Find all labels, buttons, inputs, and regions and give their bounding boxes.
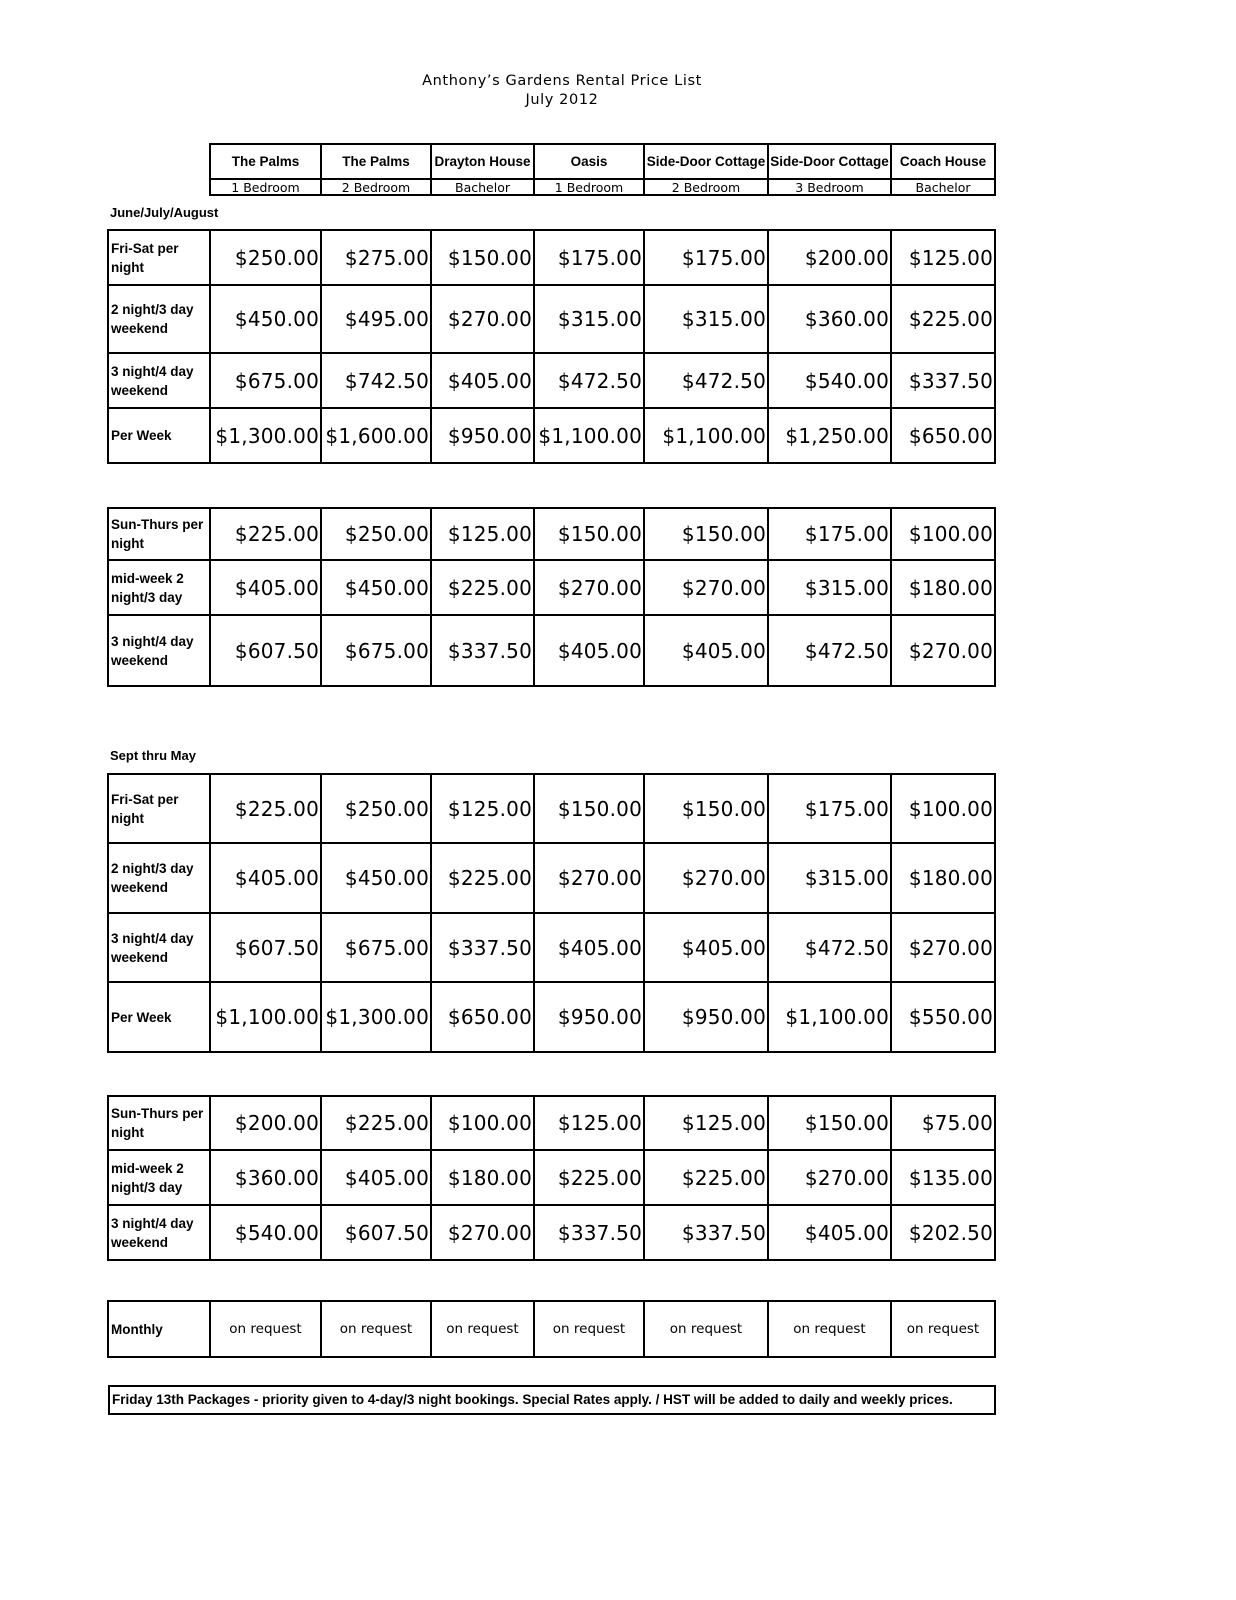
price-cell: $650.00	[431, 982, 534, 1052]
price-cell: $405.00	[644, 615, 768, 686]
price-cell: $337.50	[644, 1205, 768, 1260]
price-cell: $337.50	[891, 353, 995, 408]
price-cell: on request	[768, 1301, 891, 1357]
price-cell: $225.00	[644, 1150, 768, 1205]
document-title: Anthony’s Gardens Rental Price List	[422, 73, 702, 89]
price-cell: $125.00	[534, 1096, 644, 1150]
table-row	[108, 1301, 995, 1357]
price-cell: $270.00	[644, 560, 768, 615]
table-row	[108, 285, 995, 353]
price-cell: $275.00	[321, 230, 431, 285]
table-row	[108, 508, 995, 560]
price-cell: on request	[891, 1301, 995, 1357]
price-cell: $180.00	[891, 843, 995, 913]
price-cell: $337.50	[431, 913, 534, 982]
price-cell: $100.00	[891, 508, 995, 560]
price-cell: $1,100.00	[644, 408, 768, 463]
price-cell: $450.00	[321, 560, 431, 615]
price-cell: $150.00	[431, 230, 534, 285]
price-cell: $175.00	[768, 508, 891, 560]
row-label: 2 night/3 day weekend	[108, 285, 210, 353]
price-cell: $607.50	[210, 913, 321, 982]
price-cell: $315.00	[534, 285, 644, 353]
row-label: 3 night/4 day weekend	[108, 353, 210, 408]
price-cell: $250.00	[321, 774, 431, 843]
table-row	[108, 774, 995, 843]
price-cell: $675.00	[321, 615, 431, 686]
price-cell: $200.00	[768, 230, 891, 285]
price-cell: $225.00	[321, 1096, 431, 1150]
price-cell: $472.50	[768, 913, 891, 982]
unit-name: Coach House	[891, 144, 995, 179]
price-cell: $950.00	[431, 408, 534, 463]
price-cell: $360.00	[768, 285, 891, 353]
row-label: Fri-Sat per night	[108, 774, 210, 843]
price-cell: $125.00	[891, 230, 995, 285]
unit-type: Bachelor	[431, 179, 534, 195]
table-row	[108, 982, 995, 1052]
price-cell: $225.00	[891, 285, 995, 353]
price-cell: $150.00	[768, 1096, 891, 1150]
row-label: Sun-Thurs per night	[108, 1096, 210, 1150]
unit-name: Oasis	[534, 144, 644, 179]
price-cell: $315.00	[768, 560, 891, 615]
price-cell: $270.00	[431, 1205, 534, 1260]
price-cell: $100.00	[891, 774, 995, 843]
row-label: Per Week	[108, 408, 210, 463]
unit-name: Side-Door Cottage	[768, 144, 891, 179]
unit-name: Drayton House	[431, 144, 534, 179]
price-cell: $270.00	[768, 1150, 891, 1205]
price-cell: $1,100.00	[534, 408, 644, 463]
unit-type: 1 Bedroom	[210, 179, 321, 195]
row-label: 3 night/4 day weekend	[108, 1205, 210, 1260]
unit-type: Bachelor	[891, 179, 995, 195]
price-cell: $225.00	[534, 1150, 644, 1205]
price-cell: $607.50	[210, 615, 321, 686]
table-row	[108, 353, 995, 408]
price-cell: $450.00	[210, 285, 321, 353]
price-cell: $150.00	[644, 508, 768, 560]
offseason-midweek-table	[107, 1095, 996, 1261]
price-cell: $125.00	[644, 1096, 768, 1150]
price-cell: $650.00	[891, 408, 995, 463]
price-cell: $550.00	[891, 982, 995, 1052]
price-cell: on request	[321, 1301, 431, 1357]
price-cell: $315.00	[644, 285, 768, 353]
price-cell: $450.00	[321, 843, 431, 913]
unit-name: The Palms	[321, 144, 431, 179]
price-cell: $270.00	[644, 843, 768, 913]
price-cell: $225.00	[431, 843, 534, 913]
price-cell: $150.00	[534, 508, 644, 560]
summer-weekend-table	[107, 229, 996, 464]
row-label: 3 night/4 day weekend	[108, 615, 210, 686]
price-cell: $675.00	[321, 913, 431, 982]
price-cell: $337.50	[534, 1205, 644, 1260]
offseason-weekend-table	[107, 773, 996, 1053]
price-cell: $225.00	[210, 774, 321, 843]
price-cell: $360.00	[210, 1150, 321, 1205]
unit-type-row	[210, 179, 995, 195]
price-cell: $225.00	[431, 560, 534, 615]
price-cell: $125.00	[431, 508, 534, 560]
table-row	[108, 408, 995, 463]
table-row	[108, 230, 995, 285]
price-cell: $405.00	[431, 353, 534, 408]
table-row	[108, 843, 995, 913]
price-cell: $175.00	[644, 230, 768, 285]
document-subtitle: July 2012	[525, 92, 599, 108]
price-cell: $270.00	[431, 285, 534, 353]
price-cell: on request	[534, 1301, 644, 1357]
price-cell: $405.00	[534, 913, 644, 982]
price-cell: $135.00	[891, 1150, 995, 1205]
price-cell: on request	[210, 1301, 321, 1357]
price-cell: $607.50	[321, 1205, 431, 1260]
price-cell: $472.50	[534, 353, 644, 408]
price-cell: on request	[431, 1301, 534, 1357]
price-cell: $180.00	[431, 1150, 534, 1205]
price-cell: $337.50	[431, 615, 534, 686]
price-cell: $1,600.00	[321, 408, 431, 463]
price-cell: $200.00	[210, 1096, 321, 1150]
price-cell: $405.00	[321, 1150, 431, 1205]
price-cell: $270.00	[534, 843, 644, 913]
price-cell: $495.00	[321, 285, 431, 353]
price-cell: $150.00	[644, 774, 768, 843]
row-label: Fri-Sat per night	[108, 230, 210, 285]
price-cell: $175.00	[768, 774, 891, 843]
price-cell: $202.50	[891, 1205, 995, 1260]
price-cell: $315.00	[768, 843, 891, 913]
price-cell: $1,300.00	[321, 982, 431, 1052]
price-cell: $1,300.00	[210, 408, 321, 463]
price-cell: $180.00	[891, 560, 995, 615]
unit-name-row	[210, 144, 995, 179]
price-cell: $405.00	[644, 913, 768, 982]
price-cell: $250.00	[321, 508, 431, 560]
price-cell: $675.00	[210, 353, 321, 408]
monthly-table	[107, 1300, 996, 1358]
packages-note: Friday 13th Packages - priority given to 4-day/3 night bookings. Special Rates apply. / HST will be added to daily and weekly prices.	[108, 1385, 996, 1415]
price-cell: $125.00	[431, 774, 534, 843]
unit-name: Side-Door Cottage	[644, 144, 768, 179]
row-label: Monthly	[108, 1301, 210, 1357]
price-cell: $100.00	[431, 1096, 534, 1150]
price-cell: $472.50	[768, 615, 891, 686]
price-cell: $270.00	[891, 615, 995, 686]
unit-header-table	[209, 143, 996, 196]
price-cell: $1,100.00	[210, 982, 321, 1052]
table-row	[108, 913, 995, 982]
unit-type: 3 Bedroom	[768, 179, 891, 195]
table-row	[108, 1150, 995, 1205]
price-cell: $250.00	[210, 230, 321, 285]
table-row	[108, 1205, 995, 1260]
unit-type: 2 Bedroom	[321, 179, 431, 195]
price-cell: $405.00	[210, 843, 321, 913]
summer-midweek-table	[107, 507, 996, 687]
price-cell: $540.00	[768, 353, 891, 408]
price-cell: $75.00	[891, 1096, 995, 1150]
price-cell: $405.00	[534, 615, 644, 686]
table-row	[108, 615, 995, 686]
price-cell: $1,250.00	[768, 408, 891, 463]
offseason-section-label: Sept thru May	[110, 748, 196, 763]
unit-type: 1 Bedroom	[534, 179, 644, 195]
price-cell: $405.00	[210, 560, 321, 615]
price-cell: $540.00	[210, 1205, 321, 1260]
price-cell: $1,100.00	[768, 982, 891, 1052]
price-cell: $270.00	[891, 913, 995, 982]
price-cell: $742.50	[321, 353, 431, 408]
price-cell: $950.00	[534, 982, 644, 1052]
row-label: 3 night/4 day weekend	[108, 913, 210, 982]
table-row	[108, 1096, 995, 1150]
row-label: mid-week 2 night/3 day	[108, 1150, 210, 1205]
price-cell: on request	[644, 1301, 768, 1357]
row-label: Per Week	[108, 982, 210, 1052]
unit-type: 2 Bedroom	[644, 179, 768, 195]
row-label: 2 night/3 day weekend	[108, 843, 210, 913]
unit-name: The Palms	[210, 144, 321, 179]
price-cell: $950.00	[644, 982, 768, 1052]
price-cell: $405.00	[768, 1205, 891, 1260]
row-label: mid-week 2 night/3 day	[108, 560, 210, 615]
row-label: Sun-Thurs per night	[108, 508, 210, 560]
table-row	[108, 560, 995, 615]
price-cell: $225.00	[210, 508, 321, 560]
summer-section-label: June/July/August	[110, 205, 219, 220]
price-cell: $270.00	[534, 560, 644, 615]
price-cell: $472.50	[644, 353, 768, 408]
price-cell: $150.00	[534, 774, 644, 843]
price-cell: $175.00	[534, 230, 644, 285]
